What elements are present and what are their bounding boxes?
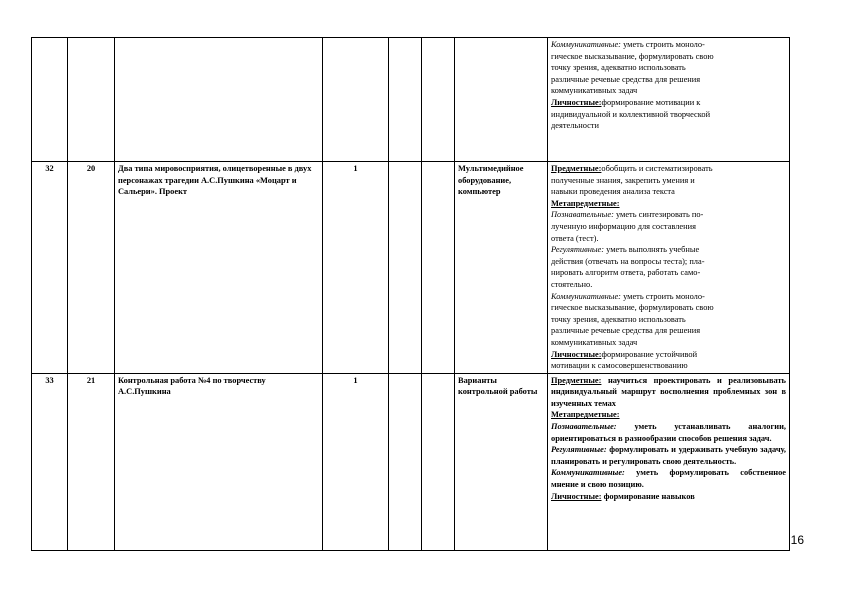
result-line [551, 421, 786, 444]
date-fact-cell [422, 38, 455, 162]
result-line [551, 360, 786, 372]
result-text: ответа (тест). [551, 233, 599, 243]
result-text: уметь формулировать собственное мнение и свою позицию. [551, 468, 786, 490]
result-label: Коммуникативные: [551, 40, 621, 49]
result-line [551, 314, 786, 326]
result-label: Личностные: [551, 349, 602, 359]
result-line [551, 186, 786, 198]
table-row [32, 38, 790, 162]
equipment-cell: Варианты контрольной работы [455, 373, 548, 550]
result-line [551, 375, 786, 410]
result-text: формирование устойчивой [601, 349, 698, 359]
result-line [551, 291, 786, 303]
lesson-plan-table [31, 37, 790, 551]
result-text: гическое высказывание, формулировать свою [551, 303, 714, 313]
result-line [551, 233, 786, 245]
topic-cell [115, 38, 323, 162]
result-text: уметь строить моноло- [620, 291, 705, 301]
result-text: уметь выполнять учебные [604, 245, 700, 255]
result-text: коммуникативных задач [551, 86, 638, 96]
equipment-cell: Мультимедийное оборудование, компьютер [455, 162, 548, 374]
result-text: обобщить и систематизировать [601, 164, 713, 173]
result-line [551, 244, 786, 256]
table-row [32, 373, 790, 550]
result-text: действия (отвечать на вопросы теста); пла- [551, 256, 705, 266]
results-cell [548, 373, 790, 550]
result-line [551, 349, 786, 361]
hours-cell [323, 38, 389, 162]
result-line [551, 62, 786, 74]
table-row [32, 162, 790, 374]
hours-cell: 1 [323, 373, 389, 550]
result-text: формирование навыков [601, 491, 695, 501]
result-line [551, 97, 786, 109]
result-text: научиться проектировать и реализовывать индивидуальный маршрут восполнения проблемных зон в изученных темах [551, 375, 786, 408]
topic-cell: Два типа мировосприятия, олицетворенные в двух персонажах трагедии А.С.Пушкина «Моцарт и Сальери». Проект [115, 162, 323, 374]
date-fact-cell [422, 162, 455, 374]
result-line [551, 302, 786, 314]
page-number: 16 [790, 533, 804, 547]
result-text: коммуникативных задач [551, 337, 638, 347]
result-text: различные речевые средства для решения [551, 74, 701, 84]
result-label: Коммуникативные: [551, 468, 625, 478]
result-line [551, 444, 786, 467]
result-text: уметь синтезировать по- [613, 210, 704, 220]
result-text: мотивации к самосовершенствованию [551, 361, 688, 371]
result-text: различные речевые средства для решения [551, 326, 701, 336]
topic-number-cell [68, 38, 115, 162]
result-line [551, 109, 786, 121]
result-text: полученные знания, закрепить умения и [551, 175, 695, 185]
result-line [551, 267, 786, 279]
result-text: гическое высказывание, формулировать свою [551, 51, 714, 61]
result-label: Личностные: [551, 491, 602, 501]
result-label: Познавательные: [551, 422, 617, 432]
result-line [551, 163, 786, 175]
result-line [551, 467, 786, 490]
result-label: Коммуникативные: [551, 291, 621, 301]
result-line [551, 85, 786, 97]
result-line [551, 74, 786, 86]
date-fact-cell [422, 373, 455, 550]
date-plan-cell [389, 162, 422, 374]
result-line [551, 491, 786, 503]
table-body [32, 38, 790, 551]
result-label: Познавательные: [551, 210, 614, 220]
result-text: точку зрения, адекватно использовать [551, 314, 686, 324]
result-line [551, 337, 786, 349]
result-text: деятельности [551, 121, 599, 131]
lesson-number-cell: 32 [32, 162, 68, 374]
result-text: формулировать и удерживать учебную задачу, планировать и регулировать свою деятельность. [551, 445, 786, 466]
topic-number-cell: 21 [68, 373, 115, 550]
topic-cell: Контрольная работа №4 по творчеству А.С.Пушкина [115, 373, 323, 550]
result-line [551, 409, 786, 421]
result-label: Метапредметные: [551, 198, 620, 208]
results-cell [548, 162, 790, 374]
result-text: уметь устанавливать аналогии, ориентироваться в разнообразии способов решения задач. [551, 422, 786, 443]
result-label: Метапредметные: [551, 410, 620, 420]
hours-cell: 1 [323, 162, 389, 374]
result-text: лученную информацию для составления [551, 221, 696, 231]
result-label: Личностные: [551, 97, 602, 107]
result-line [551, 221, 786, 233]
topic-number-cell: 20 [68, 162, 115, 374]
lesson-number-cell [32, 38, 68, 162]
result-line [551, 175, 786, 187]
lesson-number-cell: 33 [32, 373, 68, 550]
date-plan-cell [389, 373, 422, 550]
result-text: навыки проведения анализа текста [551, 187, 675, 197]
equipment-cell [455, 38, 548, 162]
result-line [551, 39, 786, 51]
result-line [551, 256, 786, 268]
result-line [551, 198, 786, 210]
result-line [551, 279, 786, 291]
result-line [551, 51, 786, 63]
date-plan-cell [389, 38, 422, 162]
result-text: нировать алгоритм ответа, работать само- [551, 268, 701, 278]
result-text: стоятельно. [551, 279, 593, 289]
result-text: точку зрения, адекватно использовать [551, 63, 686, 73]
result-label: Предметные: [551, 375, 602, 385]
result-text: формирование мотивации к [601, 97, 701, 107]
results-cell [548, 38, 790, 162]
result-text: индивидуальной и коллективной творческой [551, 109, 711, 119]
result-label: Предметные: [551, 164, 602, 173]
result-line [551, 325, 786, 337]
result-line [551, 209, 786, 221]
result-label: Регулятивные: [551, 445, 607, 455]
result-line [551, 120, 786, 132]
result-label: Регулятивные: [551, 245, 605, 255]
result-text: уметь строить моноло- [620, 40, 705, 49]
